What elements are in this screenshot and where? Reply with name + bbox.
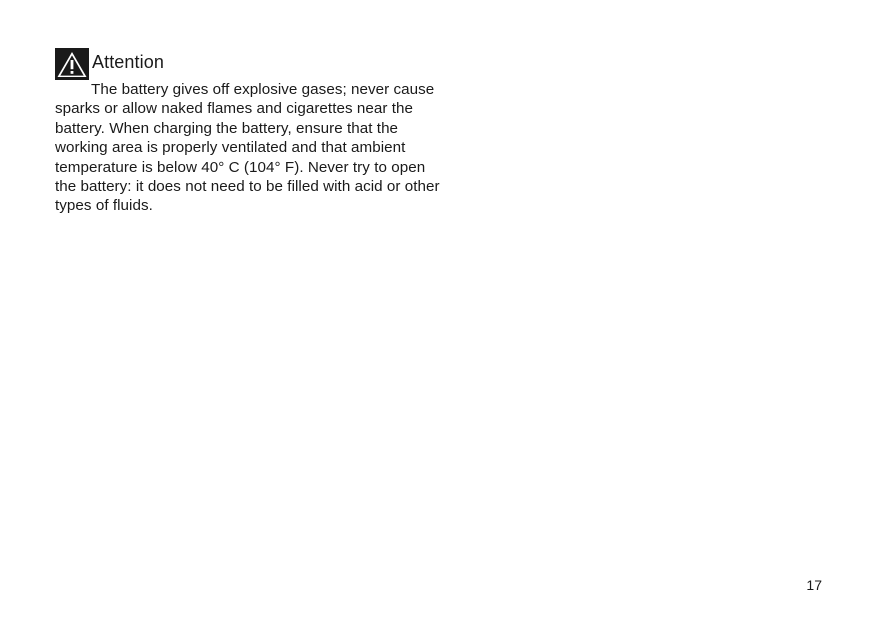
warning-triangle-icon (55, 48, 89, 80)
notice-header (55, 48, 440, 80)
attention-notice (55, 48, 440, 216)
notice-body-text: The battery gives off explosive gases; never cause sparks or allow naked flames and cigarettes near the battery. When charging the battery, ensure that the working area is properly ventilated and that ambient temperature is below 40° C (104° F). Never try to open the battery: it does not need to be filled with acid or other types of fluids. (55, 81, 440, 215)
page-number: 17 (806, 577, 822, 593)
notice-title: Attention (92, 52, 164, 72)
